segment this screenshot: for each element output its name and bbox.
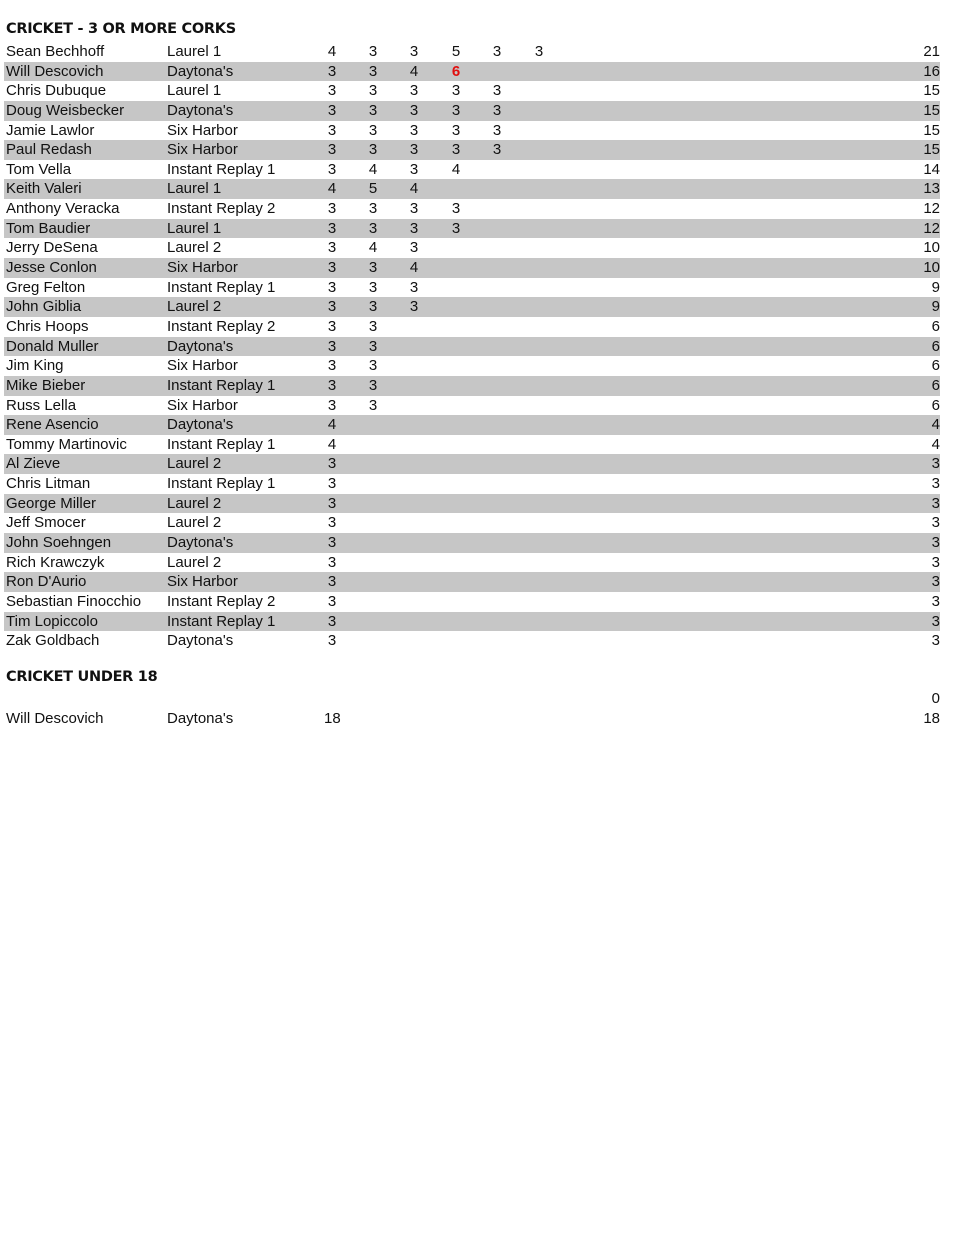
player-name: Jamie Lawlor [6, 121, 95, 139]
score-3: 3 [409, 239, 419, 257]
team-name: Instant Replay 1 [167, 612, 276, 630]
score-1: 3 [327, 514, 337, 532]
score-2: 3 [368, 219, 378, 237]
score-3: 3 [409, 219, 419, 237]
score-1: 3 [327, 62, 337, 80]
team-name: Laurel 2 [167, 455, 222, 473]
score-2: 3 [368, 376, 378, 394]
player-name: Ron D'Aurio [6, 573, 87, 591]
table-row [4, 258, 940, 278]
team-name: Daytona's [167, 101, 234, 119]
score-5: 3 [492, 141, 502, 159]
team-name: Six Harbor [167, 357, 238, 375]
score-3: 4 [409, 180, 419, 198]
score-2: 3 [368, 62, 378, 80]
score-2: 4 [368, 239, 378, 257]
score-1: 3 [327, 101, 337, 119]
player-name: Donald Muller [6, 337, 99, 355]
total: 14 [923, 160, 940, 178]
table-row [4, 356, 940, 376]
score-1: 3 [327, 337, 337, 355]
total: 3 [931, 514, 940, 532]
score-3: 3 [409, 82, 419, 100]
score-3: 4 [409, 62, 419, 80]
section-title-cricket-under-18: CRICKET UNDER 18 [6, 669, 158, 685]
table-row [4, 376, 940, 396]
score-1: 3 [327, 278, 337, 296]
score-1: 3 [327, 160, 337, 178]
score-2: 3 [368, 317, 378, 335]
table-row [4, 415, 940, 435]
score-1: 3 [327, 200, 337, 218]
table-row [4, 474, 940, 494]
team-name: Laurel 2 [167, 514, 222, 532]
total: 21 [923, 43, 940, 60]
score-3: 3 [409, 141, 419, 159]
score-4: 3 [451, 200, 461, 218]
table-row [4, 160, 940, 180]
score-3: 3 [409, 121, 419, 139]
score-4: 3 [451, 82, 461, 100]
score-3: 3 [409, 101, 419, 119]
table-row [4, 513, 940, 533]
table-row [4, 553, 940, 573]
team-name: Laurel 2 [167, 494, 222, 512]
total: 6 [931, 357, 940, 375]
player-name: Keith Valeri [6, 180, 82, 198]
team-name: Instant Replay 2 [167, 592, 276, 610]
table-row [4, 572, 940, 592]
player-name: Chris Litman [6, 475, 91, 493]
score-1: 3 [327, 494, 337, 512]
table-row [4, 631, 940, 651]
total: 9 [931, 278, 940, 296]
score-1: 3 [327, 573, 337, 591]
player-name: Al Zieve [6, 455, 61, 473]
team-name: Laurel 1 [167, 180, 222, 198]
team-name: Instant Replay 1 [167, 376, 276, 394]
player-name: Sean Bechhoff [6, 43, 105, 60]
score-1: 3 [327, 239, 337, 257]
score-2: 3 [368, 298, 378, 316]
score-4: 4 [451, 160, 461, 178]
score-2: 3 [368, 259, 378, 277]
team-name: Laurel 1 [167, 82, 222, 100]
table-row [4, 219, 940, 239]
table-row [4, 435, 940, 455]
player-name: Doug Weisbecker [6, 101, 125, 119]
score-3: 3 [409, 298, 419, 316]
table-row [4, 337, 940, 357]
team-name: Instant Replay 2 [167, 317, 276, 335]
total: 3 [931, 592, 940, 610]
table-row [4, 101, 940, 121]
score-1: 3 [327, 396, 337, 414]
team-name: Daytona's [167, 710, 234, 727]
score-2: 3 [368, 101, 378, 119]
total: 12 [923, 219, 940, 237]
score-3: 3 [409, 43, 419, 60]
player-name: John Giblia [6, 298, 82, 316]
total: 10 [923, 239, 940, 257]
score-2: 3 [368, 141, 378, 159]
score-1: 3 [327, 553, 337, 571]
score-2: 3 [368, 82, 378, 100]
table-row [4, 278, 940, 298]
total: 3 [931, 475, 940, 493]
team-name: Six Harbor [167, 121, 238, 139]
player-name: Jeff Smocer [6, 514, 86, 532]
team-name: Laurel 2 [167, 553, 222, 571]
team-name: Laurel 1 [167, 219, 222, 237]
player-name: Tom Baudier [6, 219, 91, 237]
score-1: 3 [327, 632, 337, 650]
score-1: 3 [327, 475, 337, 493]
score-5: 3 [492, 43, 502, 60]
team-name: Instant Replay 1 [167, 160, 276, 178]
player-name: Russ Lella [6, 396, 77, 414]
table-row [4, 62, 940, 82]
score-4: 3 [451, 101, 461, 119]
score-2: 3 [368, 357, 378, 375]
table-row [4, 199, 940, 219]
total: 3 [931, 553, 940, 571]
score-1: 3 [327, 376, 337, 394]
team-name: Laurel 2 [167, 298, 222, 316]
score-4: 3 [451, 121, 461, 139]
score-3: 4 [409, 259, 419, 277]
score-2: 3 [368, 43, 378, 60]
score-2: 3 [368, 278, 378, 296]
player-name: Zak Goldbach [6, 632, 100, 650]
player-name: Tommy Martinovic [6, 435, 127, 453]
score-1: 4 [327, 43, 337, 60]
score-1: 3 [327, 259, 337, 277]
total: 15 [923, 101, 940, 119]
score-4: 6 [451, 62, 461, 80]
score-1: 3 [327, 592, 337, 610]
score-1: 4 [327, 416, 337, 434]
team-name: Instant Replay 1 [167, 278, 276, 296]
team-name: Daytona's [167, 534, 234, 552]
total: 4 [931, 416, 940, 434]
total: 6 [931, 376, 940, 394]
total: 3 [931, 573, 940, 591]
score-4: 3 [451, 219, 461, 237]
player-name: George Miller [6, 494, 97, 512]
table-row [4, 494, 940, 514]
total: 3 [931, 455, 940, 473]
player-name: Chris Dubuque [6, 82, 107, 100]
table-row [4, 592, 940, 612]
total: 3 [931, 534, 940, 552]
player-name: Anthony Veracka [6, 200, 120, 218]
player-name: Chris Hoops [6, 317, 89, 335]
table-row [4, 81, 940, 101]
score-2: 4 [368, 160, 378, 178]
total: 15 [923, 82, 940, 100]
score-6: 3 [534, 43, 544, 60]
table-row [4, 42, 940, 62]
score-3: 3 [409, 160, 419, 178]
player-name: Greg Felton [6, 278, 86, 296]
player-name: Sebastian Finocchio [6, 592, 142, 610]
team-name: Six Harbor [167, 259, 238, 277]
total: 6 [931, 317, 940, 335]
player-name: Tim Lopiccolo [6, 612, 98, 630]
total: 18 [923, 710, 940, 727]
total: 10 [923, 259, 940, 277]
score-4: 5 [451, 43, 461, 60]
score-1: 3 [327, 298, 337, 316]
team-name: Laurel 1 [167, 43, 222, 60]
score-5: 3 [492, 121, 502, 139]
player-name: Jim King [6, 357, 64, 375]
under-18-header-total: 0 [931, 690, 940, 707]
score-1: 3 [327, 82, 337, 100]
score-1: 4 [327, 180, 337, 198]
team-name: Six Harbor [167, 396, 238, 414]
total: 3 [931, 494, 940, 512]
table-row [4, 317, 940, 337]
score-2: 3 [368, 337, 378, 355]
score: 18 [324, 710, 341, 727]
team-name: Daytona's [167, 632, 234, 650]
player-name: Will Descovich [6, 62, 104, 80]
score-1: 3 [327, 141, 337, 159]
score-5: 3 [492, 101, 502, 119]
team-name: Six Harbor [167, 573, 238, 591]
score-1: 3 [327, 612, 337, 630]
score-1: 3 [327, 219, 337, 237]
table-row [4, 121, 940, 141]
team-name: Daytona's [167, 416, 234, 434]
score-1: 3 [327, 121, 337, 139]
score-1: 4 [327, 435, 337, 453]
total: 6 [931, 396, 940, 414]
total: 9 [931, 298, 940, 316]
score-2: 3 [368, 200, 378, 218]
total: 13 [923, 180, 940, 198]
player-name: Jerry DeSena [6, 239, 98, 257]
table-row [4, 297, 940, 317]
player-name: Paul Redash [6, 141, 92, 159]
player-name: Tom Vella [6, 160, 72, 178]
total: 6 [931, 337, 940, 355]
table-row [4, 238, 940, 258]
team-name: Six Harbor [167, 141, 238, 159]
total: 3 [931, 632, 940, 650]
table-row [4, 396, 940, 416]
table-row [4, 179, 940, 199]
cricket-corks-table [4, 42, 940, 651]
player-name: Rene Asencio [6, 416, 99, 434]
table-row [4, 612, 940, 632]
score-3: 3 [409, 200, 419, 218]
total: 4 [931, 435, 940, 453]
score-3: 3 [409, 278, 419, 296]
team-name: Instant Replay 1 [167, 475, 276, 493]
total: 16 [923, 62, 940, 80]
score-1: 3 [327, 317, 337, 335]
score-2: 3 [368, 396, 378, 414]
player-name: Mike Bieber [6, 376, 86, 394]
score-5: 3 [492, 82, 502, 100]
total: 15 [923, 141, 940, 159]
player-name: Rich Krawczyk [6, 553, 105, 571]
player-name: John Soehngen [6, 534, 112, 552]
team-name: Daytona's [167, 62, 234, 80]
table-row [4, 709, 940, 729]
total: 3 [931, 612, 940, 630]
player-name: Will Descovich [6, 710, 104, 727]
score-1: 3 [327, 455, 337, 473]
team-name: Laurel 2 [167, 239, 222, 257]
score-1: 3 [327, 534, 337, 552]
total: 15 [923, 121, 940, 139]
score-2: 3 [368, 121, 378, 139]
score-2: 5 [368, 180, 378, 198]
total: 12 [923, 200, 940, 218]
section-title-cricket-corks: CRICKET - 3 OR MORE CORKS [6, 21, 236, 37]
table-row [4, 454, 940, 474]
table-row [4, 533, 940, 553]
score-1: 3 [327, 357, 337, 375]
table-row [4, 140, 940, 160]
team-name: Instant Replay 1 [167, 435, 276, 453]
score-4: 3 [451, 141, 461, 159]
team-name: Daytona's [167, 337, 234, 355]
player-name: Jesse Conlon [6, 259, 97, 277]
team-name: Instant Replay 2 [167, 200, 276, 218]
